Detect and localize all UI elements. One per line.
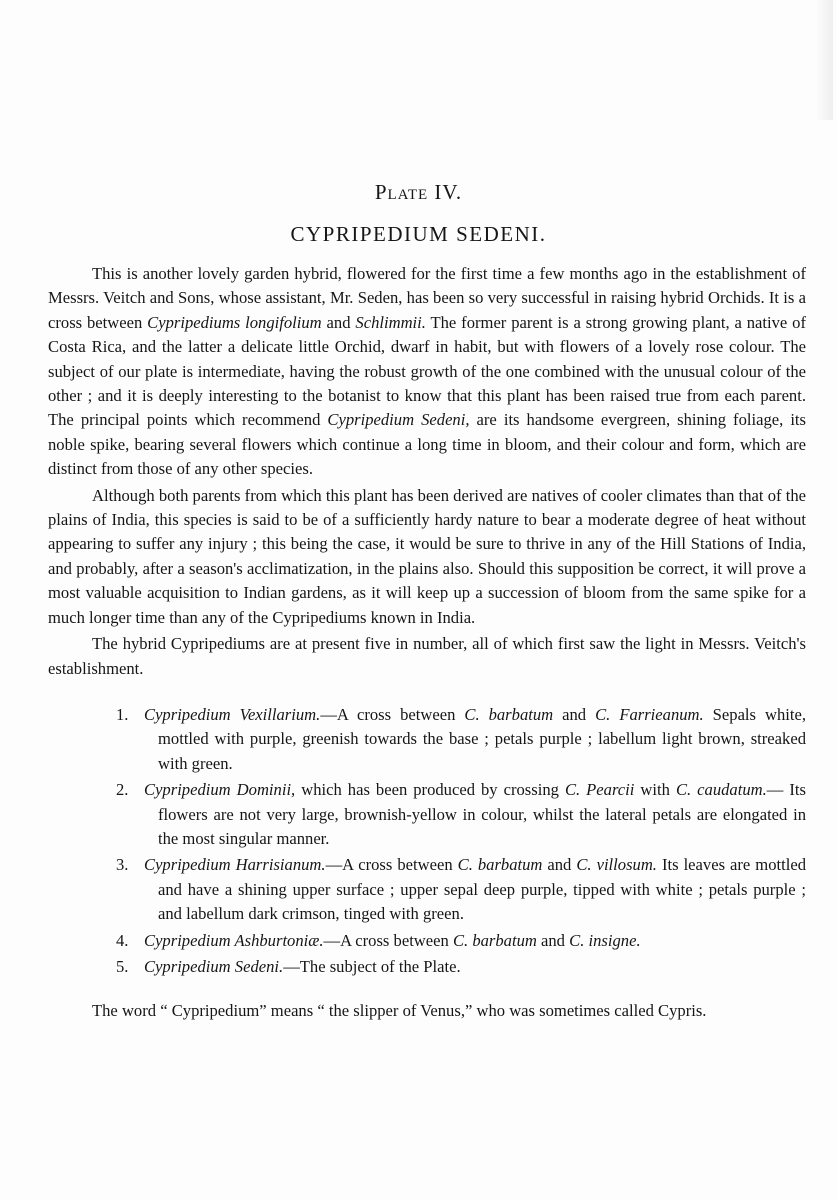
italic-text: Cypripedium Vexillarium. (144, 704, 321, 724)
italic-text: Cypripedium Harrisianum. (144, 855, 326, 875)
text-run: —A cross between (320, 704, 465, 724)
text-run: Sepals white, mottled with purple, greenish towards the base ; petals purple ; labellum light brown, streaked with green. (158, 704, 807, 773)
italic-text: C. insigne. (569, 930, 641, 950)
text-run: and (553, 704, 596, 724)
text-run: —A cross between (323, 930, 453, 950)
text-run: which has been produced by crossing (295, 780, 565, 800)
list-item-text (144, 780, 806, 848)
italic-text: C. caudatum. (675, 780, 767, 800)
italic-text: C. villosum. (576, 855, 657, 875)
text-run: This is another lovely garden hybrid, flowered for the first time a few months ago in the establishment of Messrs. Veitch and Sons, whose assistant, Mr. Seden, has been so very successful in raising hybrid Orchids. It is a cross between (48, 264, 806, 332)
paragraph-1 (48, 262, 806, 482)
italic-text: Cypripediums longifolium (147, 312, 322, 332)
italic-text: Schlimmii. (355, 312, 426, 332)
closing-paragraph: The word “ Cypripedium” means “ the slipper of Venus,” who was sometimes called Cypris. (92, 1001, 707, 1021)
list-number: 2. (116, 780, 129, 800)
italic-text: C. Farrieanum. (595, 704, 704, 724)
page-edge-shadow (815, 0, 833, 120)
italic-text: C. barbatum (457, 855, 543, 875)
text-run: —The subject of the Plate. (283, 956, 461, 976)
list-number: 5. (116, 956, 129, 976)
list-item-text (144, 931, 641, 950)
italic-text: C. barbatum (452, 930, 537, 950)
italic-text: Cypripedium Sedeni, (327, 410, 470, 430)
text-run: are its handsome evergreen, shining foliage, its noble spike, bearing several flowers which continue a long time in bloom, and their colour and form, which are distinct from those of any other species. (48, 410, 806, 479)
text-run: with (634, 780, 676, 800)
text-run: The hybrid Cypripediums are at present five in number, all of which first saw the light in Messrs. Veitch's establishment. (48, 634, 806, 678)
paragraph-3 (48, 632, 806, 681)
text-run: and (536, 930, 570, 950)
text-run: and (542, 855, 577, 875)
list-number: 1. (116, 704, 129, 724)
list-item (48, 778, 806, 851)
italic-text: C. barbatum (464, 704, 554, 724)
text-run: —A cross between (325, 855, 458, 875)
paragraph-2 (48, 484, 806, 630)
list-item-text (144, 855, 806, 923)
page-title: CYPRIPEDIUM SEDENI. (290, 222, 547, 246)
italic-text: Cypripedium Ashburtoniæ. (144, 930, 324, 950)
italic-text: Cypripedium Dominii, (144, 780, 296, 800)
list-item (48, 703, 806, 776)
list-item-text (144, 957, 461, 976)
text-run: Its leaves are mottled and have a shining upper surface ; upper sepal deep purple, tipped with white ; petals purple ; and labellum dark crimson, tinged with green. (158, 855, 806, 924)
list-item (48, 853, 806, 926)
list-number: 3. (116, 855, 129, 875)
body-text (48, 262, 806, 1024)
plate-number: Plate IV. (374, 180, 463, 204)
list-item (48, 955, 806, 979)
italic-text: C. Pearcii (564, 780, 635, 800)
list-item (48, 929, 806, 953)
italic-text: Cypripedium Sedeni. (144, 956, 284, 976)
list-number: 4. (116, 930, 129, 950)
list-item-text (144, 705, 806, 773)
hybrid-list (48, 703, 806, 979)
text-run: — Its flowers are not very large, brownish-yellow in colour, whilst the lateral petals are elongated in the most singular manner. (158, 780, 806, 848)
text-run: Although both parents from which this plant has been derived are natives of cooler climates than that of the plains of India, this species is said to be of a sufficiently hardy nature to bear a moderate degree of heat without appearing to suffer any injury ; this being the case, it would be sure to thrive in any of the Hill Stations of India, and probably, after a season's acclimatization, in the plains also. Should this supposition be correct, it will prove a most valuable acquisition to Indian gardens, as it will keep up a succession of bloom from the same spike for a much longer time than any of the Cypripediums known in India. (48, 485, 806, 627)
text-run: The former parent is a strong growing plant, a native of Costa Rica, and the latter a delicate little Orchid, dwarf in habit, but with flowers of a lovely rose colour. The subject of our plate is intermediate, having the robust growth of the one combined with the unusual colour of the other ; and it is deeply interesting to the botanist to know that this plant has been raised true from each parent. The principal points which recommend (48, 312, 807, 430)
text-run: and (321, 312, 356, 332)
